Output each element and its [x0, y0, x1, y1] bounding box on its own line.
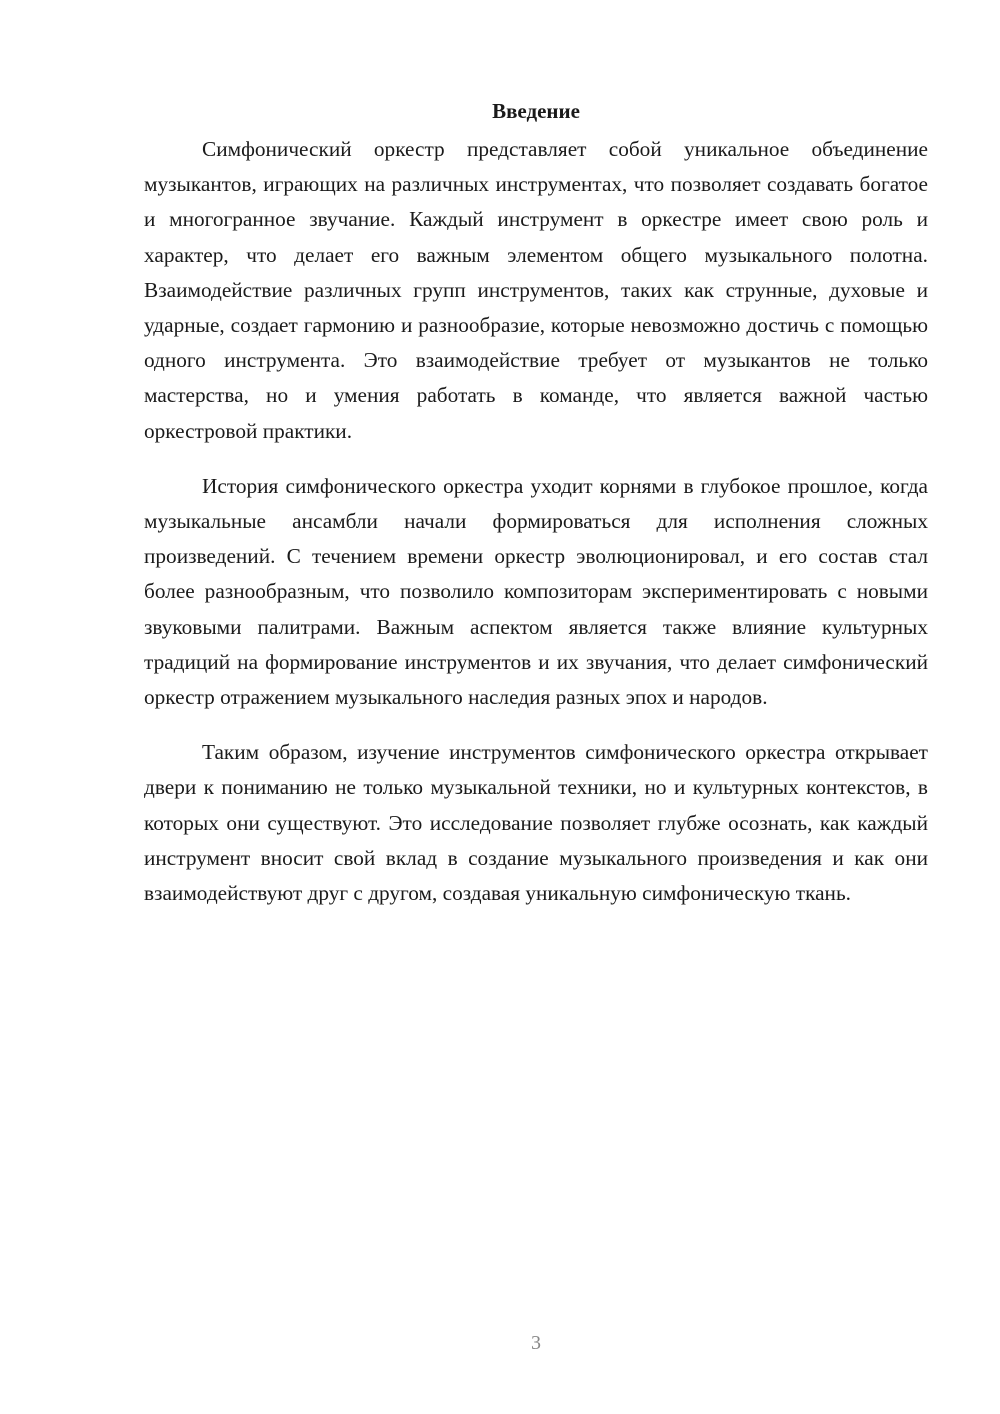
page-content — [144, 94, 928, 931]
paragraph-3: Таким образом, изучение инструментов симфонического оркестра открывает двери к пониманию не только музыкальной техники, но и культурных контекстов, в которых они существуют. Это исследование позволяет глубже осознать, как каждый инструмент вносит свой вклад в создание музыкального произведения и как они взаимодействуют друг с другом, создавая уникальную симфоническую ткань. — [144, 740, 928, 906]
paragraph-1: Симфонический оркестр представляет собой уникальное объединение музыкантов, играющих на различных инструментах, что позволяет создавать богатое и многогранное звучание. Каждый инструмент в оркестре имеет свою роль и характер, что делает его важным элементом общего музыкального полотна. Взаимодействие различных групп инструментов, таких как струнные, духовые и ударные, создает гармонию и разнообразие, которые невозможно достичь с помощью одного инструмента. Это взаимодействие требует от музыкантов не только мастерства, но и умения работать в команде, что является важной частью оркестровой практики. — [144, 137, 928, 443]
page-number: 3 — [531, 1332, 541, 1354]
section-heading: Введение — [492, 99, 580, 123]
paragraph-2: История симфонического оркестра уходит корнями в глубокое прошлое, когда музыкальные ансамбли начали формироваться для исполнения сложных произведений. С течением времени оркестр эволюционировал, и его состав стал более разнообразным, что позволило композиторам экспериментировать с новыми звуковыми палитрами. Важным аспектом является также влияние культурных традиций на формирование инструментов и их звучания, что делает симфонический оркестр отражением музыкального наследия разных эпох и народов. — [144, 473, 928, 710]
